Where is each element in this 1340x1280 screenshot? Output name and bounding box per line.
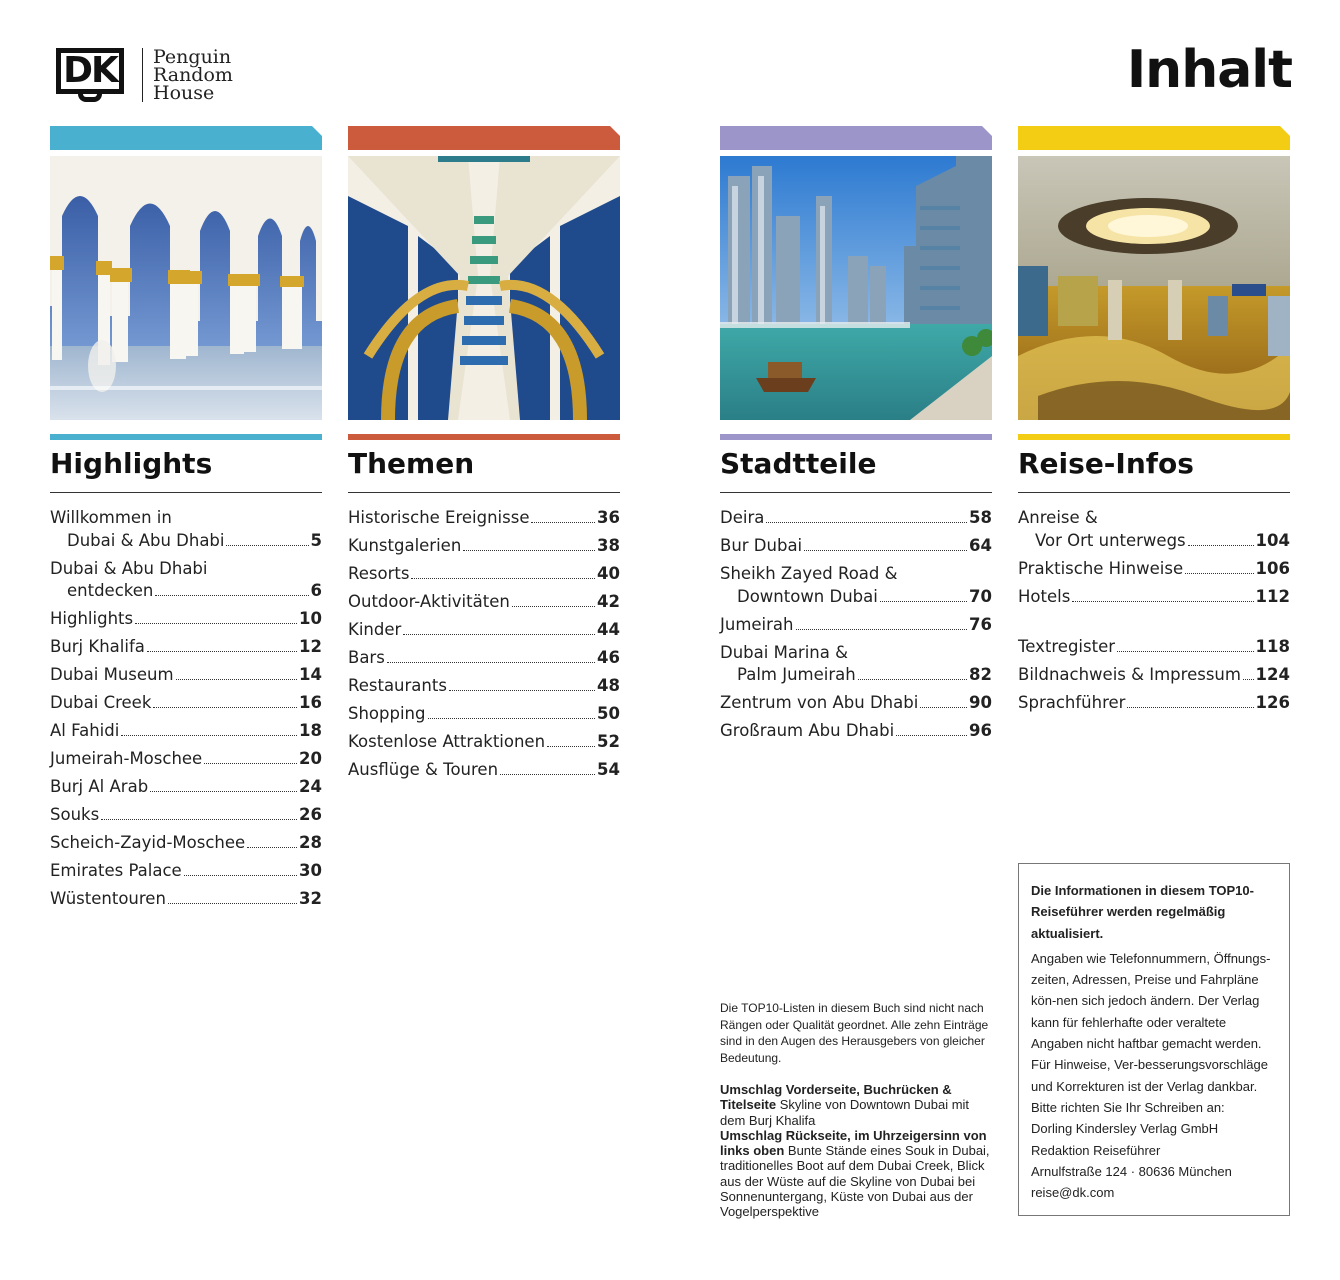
toc-entry-title: Hotels [1018, 586, 1071, 606]
heading-rule [50, 492, 322, 493]
toc-entry[interactable] [50, 692, 322, 715]
dot-leader [449, 690, 595, 691]
dot-leader [147, 651, 297, 652]
column-themen [348, 126, 620, 787]
toc-entry[interactable] [50, 558, 322, 603]
toc-entry-title: Dubai Creek [50, 693, 152, 712]
email-link[interactable]: reise@dk.com [1031, 1185, 1115, 1201]
dot-leader [500, 774, 595, 775]
toc-entry-title: Palm Jumeirah [737, 665, 856, 684]
toc-entry-title: Vor Ort unterwegs [1035, 530, 1186, 550]
toc-entry[interactable] [50, 507, 322, 552]
page-number: 6 [310, 581, 322, 600]
toc-entry-title: Historische Ereignisse [348, 508, 530, 527]
dot-leader [247, 847, 297, 848]
page-number: 70 [969, 586, 992, 606]
dot-leader [153, 707, 297, 708]
toc-entry-title: Kunstgalerien [348, 536, 462, 555]
page-number: 112 [1255, 586, 1290, 606]
page-number: 40 [597, 564, 620, 583]
toc-entry-title: Burj Khalifa [50, 637, 145, 656]
color-bar [720, 434, 992, 440]
toc-entry-title: Wüstentouren [50, 889, 166, 908]
toc-entry-title: Kostenlose Attraktionen [348, 732, 546, 751]
page-number: 32 [299, 889, 322, 908]
toc-entry-title: entdecken [67, 581, 154, 600]
toc-entry-title: Ausflüge & Touren [348, 760, 499, 779]
dot-leader [101, 819, 297, 820]
dot-leader [226, 545, 308, 546]
column-highlights [50, 126, 322, 916]
dot-leader [531, 522, 595, 523]
dot-leader [1188, 545, 1254, 546]
toc-entry[interactable] [1018, 507, 1290, 552]
dot-leader [1072, 601, 1253, 602]
cover-front-text: Skyline von Downtown Dubai mit dem Burj Khalifa [720, 1097, 970, 1128]
toc-entry-title: Praktische Hinweise [1018, 558, 1184, 578]
toc-entry-title: Jumeirah-Moschee [50, 749, 203, 768]
dot-leader [512, 606, 595, 607]
toc-entry[interactable] [348, 535, 620, 558]
publisher-logo [56, 48, 233, 102]
page-number: 28 [299, 833, 322, 852]
dot-leader [804, 550, 967, 551]
toc-entry[interactable] [1018, 558, 1290, 581]
dot-leader [766, 522, 967, 523]
page-number: 18 [299, 721, 322, 740]
toc-entry[interactable] [1018, 636, 1290, 659]
column-reise-infos [1018, 126, 1290, 720]
page-number: 50 [597, 704, 620, 723]
toc-entry-title: Willkommen in [50, 508, 172, 527]
color-tab [348, 126, 620, 150]
toc-entry-title: Al Fahidi [50, 721, 120, 740]
logo-divider [142, 48, 143, 102]
page-number: 46 [597, 648, 620, 667]
section-heading: Themen [348, 447, 475, 480]
toc-entry[interactable] [1018, 664, 1290, 687]
dot-leader [121, 735, 297, 736]
page-number: 36 [597, 508, 620, 527]
toc-entry-title: Resorts [348, 564, 410, 583]
toc-entry[interactable] [720, 720, 992, 743]
toc-entry[interactable] [348, 731, 620, 754]
toc-entry[interactable] [348, 759, 620, 782]
toc-entry-title: Jumeirah [720, 614, 794, 634]
toc-entry-title: Shopping [348, 704, 426, 723]
dot-leader [463, 550, 595, 551]
toc-entry[interactable] [720, 692, 992, 715]
update-info-box [1018, 863, 1290, 1216]
page-number: 48 [597, 676, 620, 695]
dot-leader [150, 791, 297, 792]
toc-entry[interactable] [348, 591, 620, 614]
dot-leader [184, 875, 297, 876]
page-number: 20 [299, 749, 322, 768]
toc-entry[interactable] [1018, 692, 1290, 715]
color-tab [50, 126, 322, 150]
toc-entry-title: Kinder [348, 620, 402, 639]
toc-entry-title: Deira [720, 508, 765, 527]
toc-entry-title: Zentrum von Abu Dhabi [720, 693, 919, 712]
toc-entry[interactable] [720, 563, 992, 608]
toc-entry[interactable] [720, 507, 992, 530]
section-heading: Highlights [50, 447, 213, 480]
dot-leader [858, 679, 967, 680]
toc-entry[interactable] [720, 642, 992, 687]
color-bar [1018, 434, 1290, 440]
dot-leader [1243, 679, 1254, 680]
info-body: Angaben wie Telefonnummern, Öffnungs-zeiten, Adressen, Preise und Fahrpläne kön-nen sich jedoch ändern. Der Verlag kann für fehlerhafte oder veraltete Angaben nicht haftbar gemacht werden. Für Hinweise, Ver-besserungsvorschläge und Korrekturen ist der Verlag dankbar. Bitte richten Sie Ihr Schreiben an: [1031, 950, 1271, 1115]
page-number: 64 [969, 536, 992, 555]
heading-rule [348, 492, 620, 493]
section-heading: Reise-Infos [1018, 447, 1194, 480]
page-number: 76 [969, 614, 992, 634]
toc-list [348, 507, 620, 782]
top10-note [720, 1000, 992, 1220]
page-title: Inhalt [1126, 40, 1292, 100]
dot-leader [168, 903, 297, 904]
toc-entry[interactable] [50, 636, 322, 659]
page-number: 30 [299, 861, 322, 880]
toc-entry-title: Sheikh Zayed Road & [720, 564, 898, 583]
page-number: 16 [299, 693, 322, 712]
toc-entry-title: Downtown Dubai [737, 586, 878, 606]
page-number: 44 [597, 620, 620, 639]
page-number: 10 [299, 609, 322, 628]
toc-entry-title: Burj Al Arab [50, 777, 149, 796]
toc-entry-title: Textregister [1018, 637, 1116, 656]
toc-entry-title: Outdoor-Aktivitäten [348, 592, 510, 611]
page-number: 12 [299, 637, 322, 656]
metro-station-photo [1018, 156, 1290, 420]
toc-entry-title: Souks [50, 805, 100, 824]
mosque-arches-photo [50, 156, 322, 420]
toc-entry[interactable] [348, 675, 620, 698]
cover-back-label: Umschlag Rückseite, im Uhrzeigersinn von links oben [720, 1127, 987, 1159]
heading-rule [1018, 492, 1290, 493]
dot-leader [155, 595, 308, 596]
dot-leader [135, 623, 297, 624]
dot-leader [880, 601, 967, 602]
page-number: 24 [299, 777, 322, 796]
toc-entry[interactable] [50, 888, 322, 911]
column-stadtteile [720, 126, 992, 748]
page-number: 126 [1255, 693, 1290, 712]
toc-entry[interactable] [720, 614, 992, 637]
dot-leader [403, 634, 595, 635]
toc-list [50, 507, 322, 911]
toc-entry[interactable] [50, 664, 322, 687]
toc-entry-title: Bars [348, 648, 385, 667]
dot-leader [796, 629, 968, 630]
page-number: 118 [1255, 637, 1290, 656]
page-number: 106 [1255, 558, 1290, 578]
toc-entry-title: Bur Dubai [720, 536, 803, 555]
dot-leader [1117, 651, 1254, 652]
page-number: 96 [969, 721, 992, 740]
color-bar [348, 434, 620, 440]
page-number: 5 [310, 530, 322, 550]
page-number: 38 [597, 536, 620, 555]
toc-entry[interactable] [1018, 586, 1290, 609]
toc-entry[interactable] [50, 832, 322, 855]
toc-entry[interactable] [50, 860, 322, 883]
dot-leader [204, 763, 297, 764]
dot-leader [1127, 707, 1253, 708]
color-tab [720, 126, 992, 150]
toc-entry-title: Anreise & [1018, 508, 1098, 527]
dot-leader [896, 735, 967, 736]
toc-entry-title: Dubai Museum [50, 665, 174, 684]
address-line: Dorling Kindersley Verlag GmbH [1031, 1121, 1219, 1137]
toc-entry[interactable] [50, 776, 322, 799]
toc-entry[interactable] [348, 563, 620, 586]
toc-entry[interactable] [50, 804, 322, 827]
page-number: 54 [597, 760, 620, 779]
toc-entry-title: Scheich-Zayid-Moschee [50, 833, 246, 852]
section-heading: Stadtteile [720, 447, 877, 480]
dot-leader [428, 718, 596, 719]
toc-entry-title: Highlights [50, 609, 134, 628]
dot-leader [387, 662, 595, 663]
page-number: 14 [299, 665, 322, 684]
toc-entry[interactable] [348, 647, 620, 670]
toc-entry-title: Sprachführer [1018, 693, 1126, 712]
page-number: 58 [969, 508, 992, 527]
info-lead: Die Informationen in diesem TOP10-Reiseführer werden regelmäßig aktualisiert. [1031, 883, 1254, 941]
page-number: 90 [969, 693, 992, 712]
toc-entry[interactable] [348, 703, 620, 726]
marina-skyline-photo [720, 156, 992, 420]
address-line: Arnulfstraße 124 · 80636 München [1031, 1163, 1232, 1179]
dot-leader [176, 679, 297, 680]
imprint-name: Penguin Random House [153, 46, 233, 104]
cover-back-text: Bunte Stände eines Souk in Dubai, traditionelles Boot auf dem Dubai Creek, Blick aus der Wüste auf die Skyline von Dubai bei Sonnenuntergang, Küste von Dubai aus der Vogelperspektive [720, 1143, 990, 1220]
address-line: Redaktion Reiseführer [1031, 1142, 1161, 1158]
heading-rule [720, 492, 992, 493]
page-number: 26 [299, 805, 322, 824]
toc-entry-title: Dubai Marina & [720, 642, 848, 662]
toc-entry-title: Dubai & Abu Dhabi [50, 558, 208, 578]
toc-entry-title: Emirates Palace [50, 861, 182, 880]
toc-entry-title: Dubai & Abu Dhabi [67, 530, 225, 550]
page-number: 42 [597, 592, 620, 611]
page-number: 82 [969, 665, 992, 684]
toc-entry[interactable] [50, 720, 322, 743]
page-number: 52 [597, 732, 620, 751]
toc-entry-title: Bildnachweis & Impressum [1018, 665, 1241, 684]
toc-entry-title: Restaurants [348, 676, 447, 695]
toc-entry[interactable] [50, 748, 322, 771]
page-number: 124 [1255, 665, 1290, 684]
cover-front-label: Umschlag Vorderseite, Buchrücken & Titelseite [720, 1082, 952, 1113]
dk-logo-icon: DK [56, 48, 124, 102]
cover-credits [720, 1082, 992, 1220]
color-bar [50, 434, 322, 440]
dot-leader [920, 707, 967, 708]
dot-leader [411, 578, 595, 579]
toc-entry-title: Großraum Abu Dhabi [720, 721, 895, 740]
toc-list [1018, 507, 1290, 715]
dot-leader [1185, 573, 1253, 574]
color-tab [1018, 126, 1290, 150]
toc-list [720, 507, 992, 743]
toc-entry[interactable] [348, 507, 620, 530]
toc-entry[interactable] [720, 535, 992, 558]
toc-entry[interactable] [348, 619, 620, 642]
atrium-photo [348, 156, 620, 420]
top10-text: Die TOP10-Listen in diesem Buch sind nicht nach Rängen oder Qualität geordnet. Alle zehn Einträge sind in den Augen des Herausgebers von gleicher Bedeutung. [720, 1001, 989, 1065]
dot-leader [547, 746, 595, 747]
toc-entry[interactable] [50, 608, 322, 631]
page-number: 104 [1255, 530, 1290, 550]
